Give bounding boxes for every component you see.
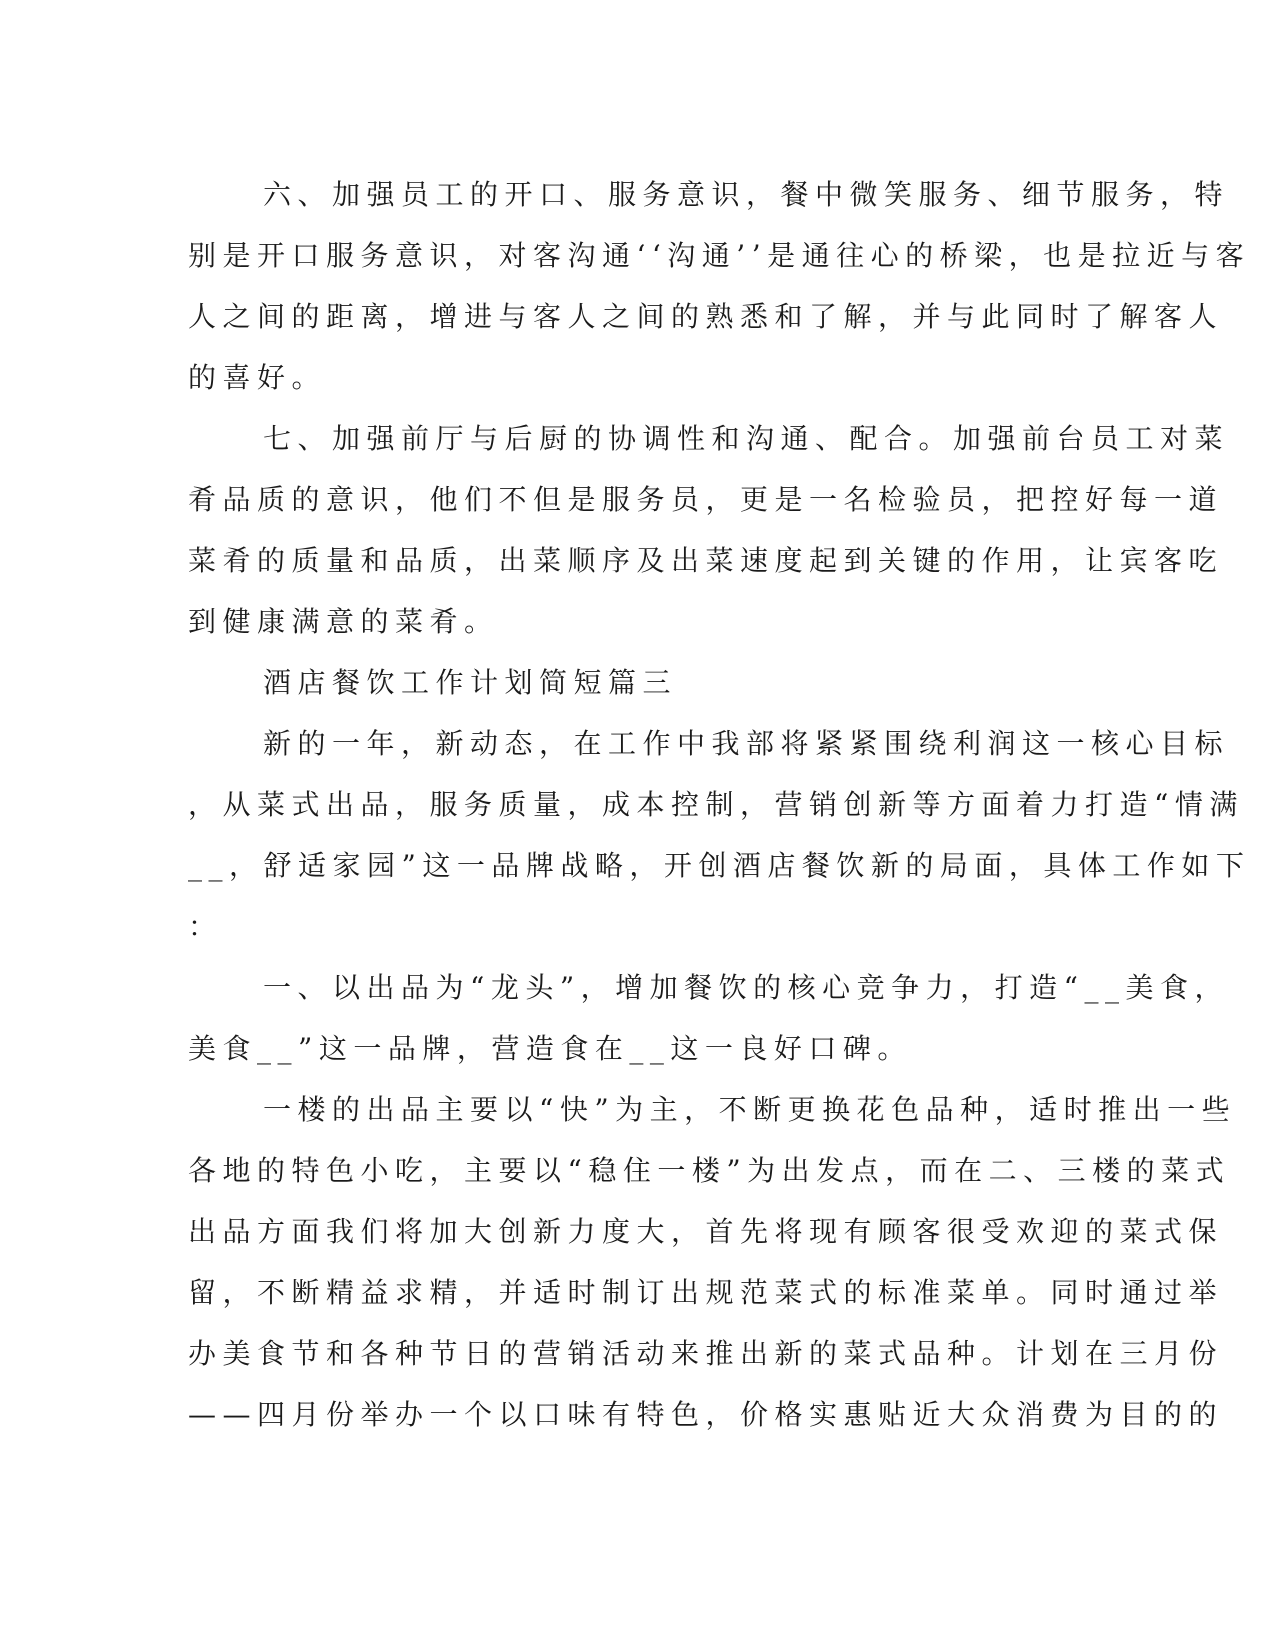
text-line: 美食__”这一品牌，营造食在__这一良好口碑。 [188, 1032, 912, 1065]
document-body [188, 164, 1251, 1445]
text-line: ，从菜式出品，服务质量，成本控制，营销创新等方面着力打造“情满 [188, 788, 1244, 821]
section-heading: 酒店餐饮工作计划简短篇三 [263, 666, 678, 699]
text-line: 菜肴的质量和品质，出菜顺序及出菜速度起到关键的作用，让宾客吃 [188, 544, 1224, 577]
text-line: 一楼的出品主要以“快”为主，不断更换花色品种，适时推出一些 [263, 1093, 1237, 1126]
text-line: 新的一年，新动态，在工作中我部将紧紧围绕利润这一核心目标 [263, 727, 1230, 760]
text-line: 一、以出品为“龙头”，增加餐饮的核心竞争力，打造“__美食， [263, 971, 1229, 1004]
text-line: 出品方面我们将加大创新力度大，首先将现有顾客很受欢迎的菜式保 [188, 1215, 1224, 1248]
text-line: 办美食节和各种节日的营销活动来推出新的菜式品种。计划在三月份 [188, 1337, 1224, 1370]
text-line: 六、加强员工的开口、服务意识，餐中微笑服务、细节服务，特 [263, 178, 1230, 211]
text-line: 到健康满意的菜肴。 [188, 605, 499, 638]
text-line: 七、加强前厅与后厨的协调性和沟通、配合。加强前台员工对菜 [263, 422, 1230, 455]
text-line: 各地的特色小吃，主要以“稳住一楼”为出发点，而在二、三楼的菜式 [188, 1154, 1231, 1187]
text-line: __，舒适家园”这一品牌战略，开创酒店餐饮新的局面，具体工作如下 [188, 849, 1251, 882]
text-line: ： [188, 910, 223, 943]
text-line: 肴品质的意识，他们不但是服务员，更是一名检验员，把控好每一道 [188, 483, 1224, 516]
text-line: 人之间的距离，增进与客人之间的熟悉和了解，并与此同时了解客人 [188, 300, 1224, 333]
text-line: 留，不断精益求精，并适时制订出规范菜式的标准菜单。同时通过举 [188, 1276, 1224, 1309]
text-line: ——四月份举办一个以口味有特色，价格实惠贴近大众消费为目的的 [188, 1398, 1224, 1431]
text-line: 的喜好。 [188, 361, 327, 394]
text-line: 别是开口服务意识，对客沟通‘‘沟通’’是通往心的桥梁，也是拉近与客 [188, 239, 1251, 272]
